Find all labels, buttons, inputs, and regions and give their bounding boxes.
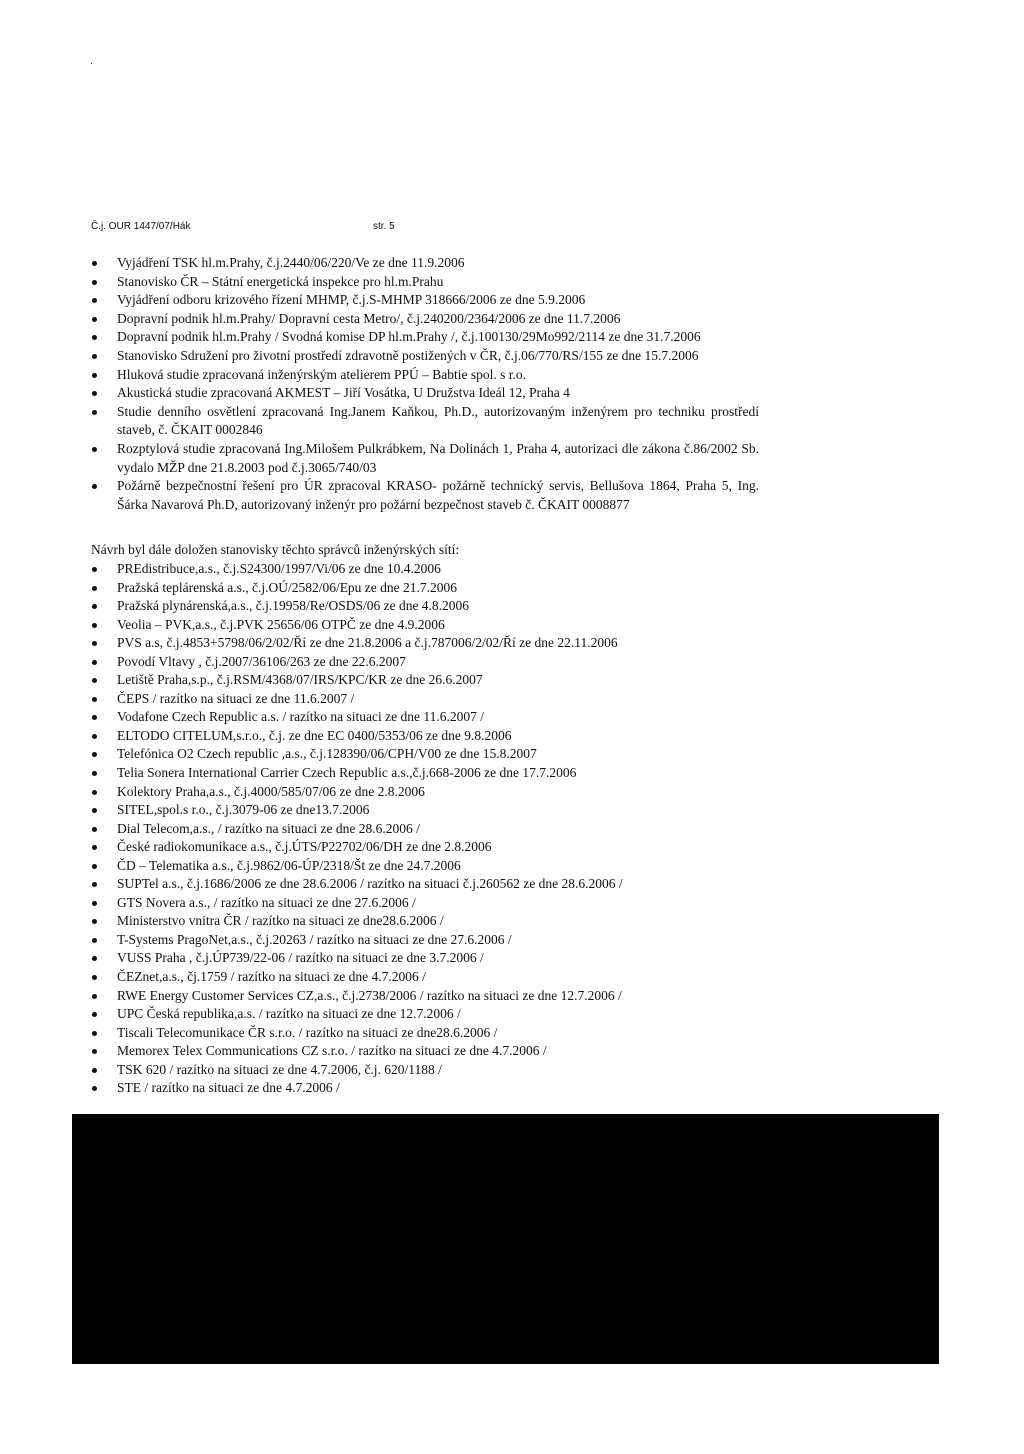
bullet-icon (92, 771, 97, 776)
list-item (91, 254, 759, 273)
list-item-text: Kolektory Praha,a.s., č.j.4000/585/07/06 ze dne 2.8.2006 (117, 783, 425, 799)
list-item (91, 1061, 771, 1080)
bullet-icon (92, 938, 97, 943)
list-item (91, 597, 771, 616)
list-item (91, 727, 771, 746)
list-item-text: Rozptylová studie zpracovaná Ing.Milošem Pulkrábkem, Na Dolinách 1, Praha 4, autorizaci dle zákona č.86/2002 Sb. vydalo MŽP dne 21.8.2003 pod č.j.3065/740/03 (117, 440, 759, 475)
bullet-icon (92, 391, 97, 396)
bullet-icon (92, 660, 97, 665)
bullet-icon (92, 678, 97, 683)
list-item-text: Dopravní podnik hl.m.Prahy/ Dopravní cesta Metro/, č.j.240200/2364/2006 ze dne 11.7.2006 (117, 310, 621, 326)
list-item-text: Studie denního osvětlení zpracovaná Ing.Janem Kaňkou, Ph.D., autorizovaným inženýrem pro techniku prostředí staveb, č. ČKAIT 0002846 (117, 403, 759, 438)
stray-mark: · (90, 59, 94, 70)
bullet-icon (92, 864, 97, 869)
bullet-icon (92, 734, 97, 739)
list-item-text: Ministerstvo vnitra ČR / razítko na situaci ze dne28.6.2006 / (117, 913, 444, 929)
list-item-text: Povodí Vltavy , č.j.2007/36106/263 ze dne 22.6.2007 (117, 653, 406, 669)
list-item (91, 875, 771, 894)
list-item-text: Veolia – PVK,a.s., č.j.PVK 25656/06 OTPČ ze dne 4.9.2006 (117, 616, 445, 632)
list-item-text: Dial Telecom,a.s., / razítko na situaci ze dne 28.6.2006 / (117, 820, 420, 836)
list-item (91, 690, 771, 709)
list-item (91, 838, 771, 857)
list-item-text: Akustická studie zpracovaná AKMEST – Jiří Vosátka, U Družstva Ideál 12, Praha 4 (117, 385, 570, 401)
list-item (91, 894, 771, 913)
list-item-text: Vodafone Czech Republic a.s. / razítko na situaci ze dne 11.6.2007 / (117, 709, 485, 725)
bullet-icon (92, 261, 97, 266)
list-item-text: PVS a.s, č.j.4853+5798/06/2/02/Ří ze dne 21.8.2006 a č.j.787006/2/02/Ří ze dne 22.11.2006 (117, 635, 618, 651)
page-number: str. 5 (373, 221, 395, 232)
list-item-text: Požárně bezpečnostní řešení pro ÚR zpracoval KRASO- požárně technický servis, Bellušova 1864, Praha 5, Ing. Šárka Navarová Ph.D, autorizovaný inženýr pro požární bezpečnost staveb č. ČKAIT 0008877 (117, 478, 759, 512)
list-item (91, 273, 759, 292)
list-item-text: TSK 620 / razítko na situaci ze dne 4.7.2006, č.j. 620/1188 / (117, 1061, 442, 1077)
list-item (91, 328, 759, 347)
list-item-text: Vyjádření odboru krizového řízení MHMP, č.j.S-MHMP 318666/2006 ze dne 5.9.2006 (117, 292, 586, 308)
list-item-text: ČD – Telematika a.s., č.j.9862/06-ÚP/2318/Št ze dne 24.7.2006 (117, 857, 461, 873)
list-item-text: RWE Energy Customer Services CZ,a.s., č.j.2738/2006 / razítko na situaci ze dne 12.7.2006 / (117, 987, 622, 1003)
list-item (91, 987, 771, 1006)
bullet-icon (92, 1086, 97, 1091)
list-item-text: STE / razítko na situaci ze dne 4.7.2006 / (117, 1080, 340, 1096)
bullet-icon (92, 484, 97, 489)
bullet-icon (92, 715, 97, 720)
bullet-icon (92, 586, 97, 591)
bullet-icon (92, 919, 97, 924)
list-item (91, 1024, 771, 1043)
list-item-text: Telia Sonera International Carrier Czech Republic a.s.,č.j.668-2006 ze dne 17.7.2006 (117, 765, 577, 781)
bullet-icon (92, 975, 97, 980)
list-item (91, 310, 759, 329)
list-item-text: SUPTel a.s., č.j.1686/2006 ze dne 28.6.2006 / razítko na situaci č.j.260562 ze dne 28.6.2006 / (117, 876, 623, 892)
list-item (91, 745, 771, 764)
bullet-icon (92, 280, 97, 285)
list-item (91, 783, 771, 802)
bullet-icon (92, 845, 97, 850)
bullet-icon (92, 1068, 97, 1073)
list-item (91, 968, 771, 987)
statements-list (91, 254, 759, 514)
list-item-text: ČEZnet,a.s., čj.1759 / razítko na situaci ze dne 4.7.2006 / (117, 969, 426, 985)
list-item (91, 1079, 771, 1098)
bullet-icon (92, 317, 97, 322)
bullet-icon (92, 882, 97, 887)
bullet-icon (92, 994, 97, 999)
list-item (91, 708, 771, 727)
list-item (91, 634, 771, 653)
bullet-icon (92, 298, 97, 303)
bullet-icon (92, 901, 97, 906)
list-item (91, 931, 771, 950)
list-item (91, 440, 759, 477)
list-item-text: Pražská plynárenská,a.s., č.j.19958/Re/OSDS/06 ze dne 4.8.2006 (117, 598, 470, 614)
list-item (91, 653, 771, 672)
bullet-icon (92, 354, 97, 359)
bullet-icon (92, 1031, 97, 1036)
list-item (91, 671, 771, 690)
bullet-icon (92, 373, 97, 378)
list-item-text: Memorex Telex Communications CZ s.r.o. / razítko na situaci ze dne 4.7.2006 / (117, 1043, 547, 1059)
list-item-text: GTS Novera a.s., / razítko na situaci ze dne 27.6.2006 / (117, 894, 416, 910)
list-item (91, 366, 759, 385)
list-item (91, 801, 771, 820)
network-owners-list (91, 560, 771, 1098)
list-item (91, 560, 771, 579)
list-item-text: SITEL,spol.s r.o., č.j.3079-06 ze dne13.7.2006 (117, 802, 370, 818)
bullet-icon (92, 956, 97, 961)
list-item-text: ČEPS / razítko na situaci ze dne 11.6.2007 / (117, 690, 355, 706)
list-item-text: Letiště Praha,s.p., č.j.RSM/4368/07/IRS/KPC/KR ze dne 26.6.2007 (117, 672, 483, 688)
list-item-text: UPC Česká republika,a.s. / razítko na situaci ze dne 12.7.2006 / (117, 1006, 461, 1022)
bullet-icon (92, 447, 97, 452)
list-item (91, 857, 771, 876)
bullet-icon (92, 808, 97, 813)
redaction-block (72, 1114, 939, 1364)
list-item-text: Dopravní podnik hl.m.Prahy / Svodná komise DP hl.m.Prahy /, č.j.100130/29Mo992/2114 ze dne 31.7.2006 (117, 329, 701, 345)
bullet-icon (92, 827, 97, 832)
list-item (91, 477, 759, 514)
list-item (91, 291, 759, 310)
list-item-text: Vyjádření TSK hl.m.Prahy, č.j.2440/06/220/Ve ze dne 11.9.2006 (117, 255, 465, 270)
bullet-icon (92, 697, 97, 702)
bullet-icon (92, 410, 97, 415)
list-item (91, 764, 771, 783)
bullet-icon (92, 641, 97, 646)
list-item (91, 347, 759, 366)
list-item (91, 949, 771, 968)
list-item (91, 579, 771, 598)
bullet-icon (92, 335, 97, 340)
list-item-text: Hluková studie zpracovaná inženýrským atelierem PPÚ – Babtie spol. s r.o. (117, 366, 527, 382)
bullet-icon (92, 752, 97, 757)
list-item (91, 1005, 771, 1024)
list-item-text: PREdistribuce,a.s., č.j.S24300/1997/Vi/06 ze dne 10.4.2006 (117, 561, 441, 576)
bullet-icon (92, 790, 97, 795)
bullet-icon (92, 1012, 97, 1017)
list-item (91, 384, 759, 403)
list-item-text: Tiscali Telecomunikace ČR s.r.o. / razítko na situaci ze dne28.6.2006 / (117, 1024, 498, 1040)
bullet-icon (92, 604, 97, 609)
list-item (91, 403, 759, 440)
list-item-text: ELTODO CITELUM,s.r.o., č.j. ze dne EC 0400/5353/06 ze dne 9.8.2006 (117, 727, 512, 743)
list-item-text: T-Systems PragoNet,a.s., č.j.20263 / razítko na situaci ze dne 27.6.2006 / (117, 931, 512, 947)
list-item (91, 616, 771, 635)
list-item (91, 820, 771, 839)
list-item-text: VUSS Praha , č.j.ÚP739/22-06 / razítko na situaci ze dne 3.7.2006 / (117, 950, 484, 966)
list-item (91, 1042, 771, 1061)
bullet-icon (92, 623, 97, 628)
bullet-icon (92, 567, 97, 572)
list-item-text: Telefónica O2 Czech republic ,a.s., č.j.128390/06/CPH/V00 ze dne 15.8.2007 (117, 746, 537, 762)
bullet-icon (92, 1049, 97, 1054)
intro-paragraph: Návrh byl dále doložen stanovisky těchto správců inženýrských sítí: (91, 542, 460, 557)
list-item-text: České radiokomunikace a.s., č.j.ÚTS/P22702/06/DH ze dne 2.8.2006 (117, 839, 492, 855)
list-item-text: Stanovisko ČR – Státní energetická inspekce pro hl.m.Prahu (117, 273, 444, 289)
list-item-text: Pražská teplárenská a.s., č.j.OÚ/2582/06/Epu ze dne 21.7.2006 (117, 579, 458, 595)
list-item (91, 912, 771, 931)
document-reference: Č.j. OUR 1447/07/Hák (91, 221, 191, 232)
list-item-text: Stanovisko Sdružení pro životní prostředí zdravotně postižených v ČR, č.j.06/770/RS/155 ze dne 15.7.2006 (117, 347, 699, 363)
